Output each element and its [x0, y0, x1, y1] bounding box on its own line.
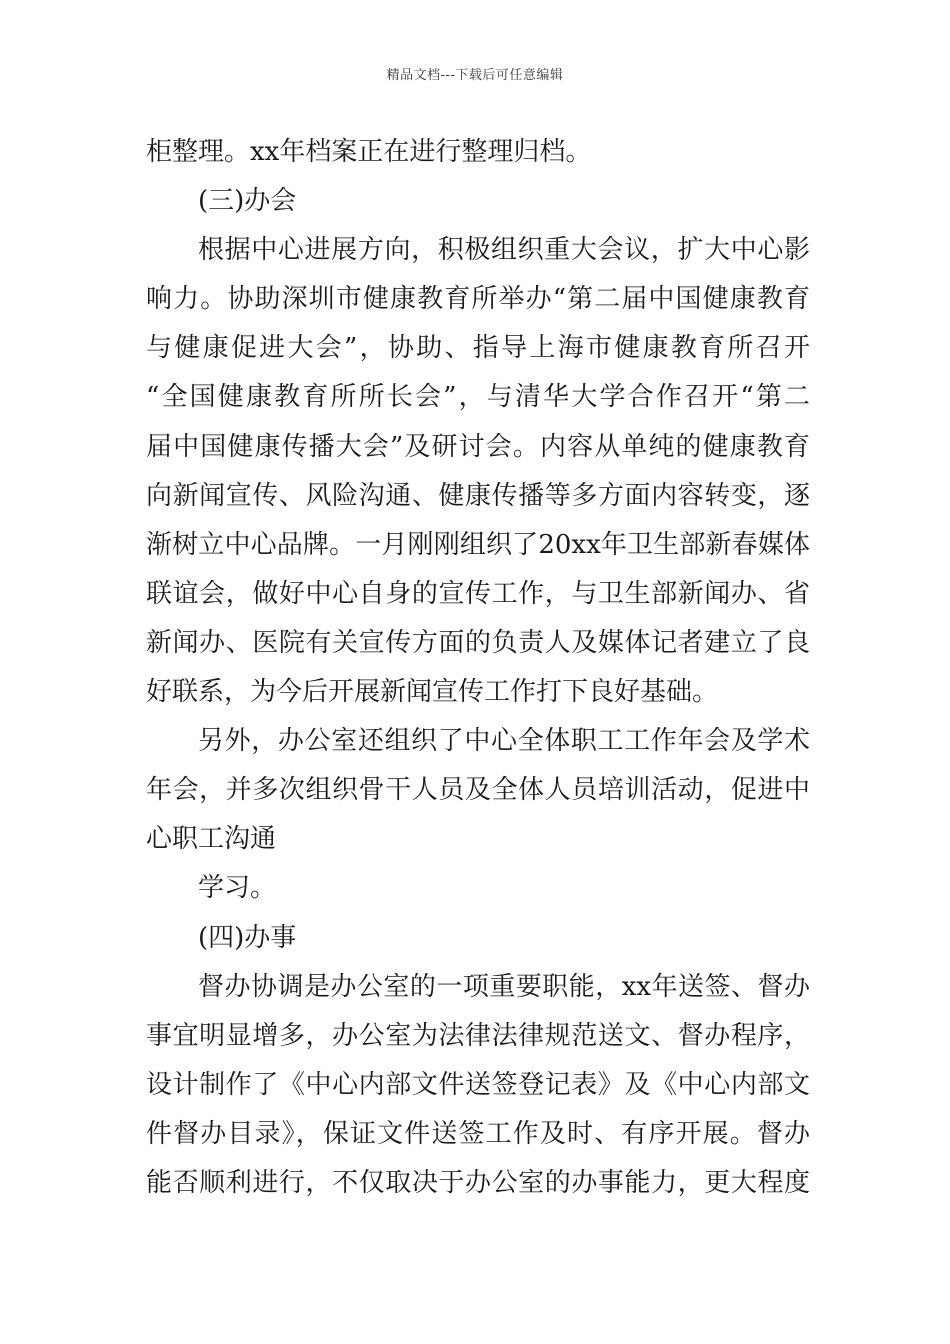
text-line: 件督办目录》，保证文件送签工作及时、有序开展。督办: [146, 1118, 810, 1149]
text-line: 心职工沟通: [146, 824, 277, 855]
text-line: 新闻办、医院有关宣传方面的负责人及媒体记者建立了良: [146, 627, 810, 658]
text-line: 好联系，为今后开展新闻宣传工作打下良好基础。: [146, 677, 719, 708]
text-line: 渐树立中心品牌。一月刚刚组织了20xx年卫生部新春媒体: [146, 529, 810, 560]
text-line: (三)办会: [198, 186, 297, 217]
text-line: 向新闻宣传、风险沟通、健康传播等多方面内容转变，逐: [146, 480, 810, 511]
text-line: 联谊会，做好中心自身的宣传工作，与卫生部新闻办、省: [146, 578, 810, 609]
text-line: 学习。: [198, 873, 277, 904]
text-line: 年会，并多次组织骨干人员及全体人员培训活动，促进中: [146, 775, 810, 806]
text-line: 另外，办公室还组织了中心全体职工工作年会及学术: [198, 726, 810, 757]
text-line: 柜整理。xx年档案正在进行整理归档。: [146, 137, 592, 167]
text-line: 督办协调是办公室的一项重要职能，xx年送签、督办: [198, 971, 810, 1002]
text-line: 事宜明显增多，办公室为法律法律规范送文、督办程序，: [146, 1020, 810, 1051]
text-line: “全国健康教育所所长会”，与清华大学合作召开“第二: [146, 382, 810, 413]
text-line: 与健康促进大会”，协助、指导上海市健康教育所召开: [146, 333, 810, 364]
text-line: 根据中心进展方向，积极组织重大会议，扩大中心影: [198, 235, 810, 266]
text-line: (四)办事: [198, 922, 297, 953]
text-line: 响力。协助深圳市健康教育所举办“第二届中国健康教育: [146, 284, 810, 315]
header-note: 精品文档---下载后可任意编辑: [386, 68, 564, 83]
text-line: 能否顺利进行，不仅取决于办公室的办事能力，更大程度: [146, 1167, 810, 1198]
text-line: 设计制作了《中心内部文件送签登记表》及《中心内部文: [146, 1069, 810, 1100]
text-line: 届中国健康传播大会”及研讨会。内容从单纯的健康教育: [146, 431, 810, 462]
document-body: [146, 128, 810, 1208]
